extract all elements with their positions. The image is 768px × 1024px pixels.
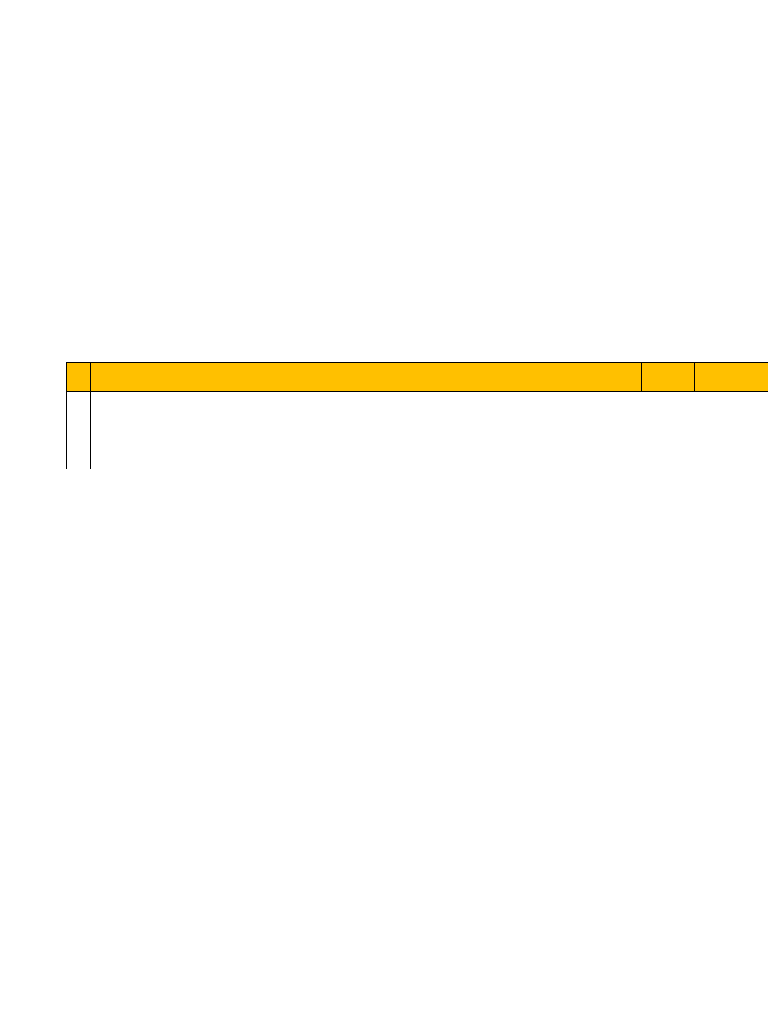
row-border [66,392,67,469]
row-border [90,392,91,469]
header-sumber [694,362,768,392]
header-no [66,362,91,392]
header-skor [641,362,695,392]
header-tugas [90,362,642,392]
